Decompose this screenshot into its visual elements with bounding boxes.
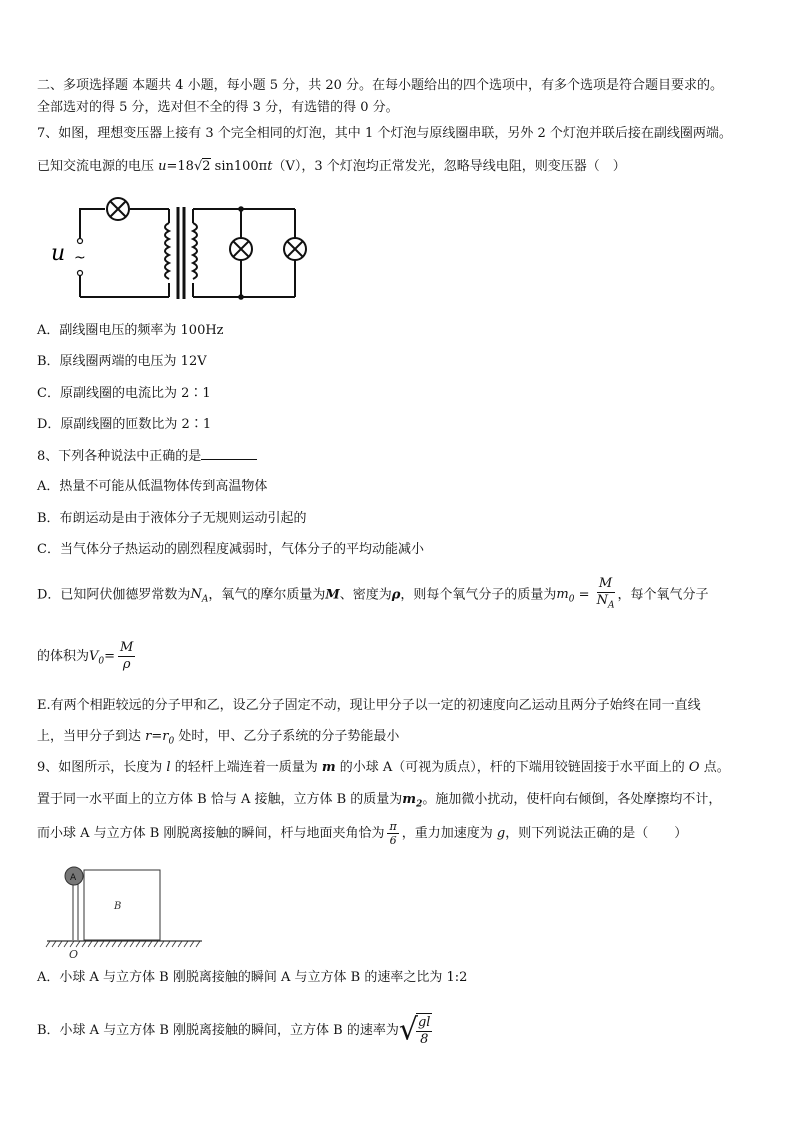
q8-d2-text: 的体积为 — [37, 649, 90, 664]
fraction-denominator: ρ — [122, 657, 131, 672]
q7-u-symbol: u — [158, 159, 167, 174]
den-symbol: N — [596, 593, 609, 608]
q7-option-c: C．原副线圈的电流比为 2∶1 — [37, 386, 211, 401]
q8-e-r: r — [145, 729, 152, 744]
fraction-denominator: 8 — [420, 1032, 429, 1047]
q8-d-text3: 、密度为 — [339, 587, 392, 603]
na-sub: A — [201, 594, 209, 605]
q8-d-rho: ρ — [391, 587, 401, 603]
q7-option-b: B．原线圈两端的电压为 12V — [37, 354, 207, 369]
q9-text7: 而小球 A 与立方体 B 刚脱离接触的瞬间，杆与地面夹角恰为 — [37, 826, 385, 841]
q8-stem-text: 8、下列各种说法中正确的是 — [37, 449, 202, 464]
q8-d2-volume-fraction — [118, 640, 135, 673]
q9-angle-fraction — [387, 820, 398, 847]
q8-d2-v0 — [89, 649, 105, 667]
v0-sub: 0 — [98, 656, 105, 667]
q8-option-d-line1 — [37, 576, 709, 614]
den-sub: A — [608, 600, 615, 611]
m0-sub: 0 — [568, 594, 575, 605]
q7-option-a: A．副线圈电压的频率为 100Hz — [37, 323, 224, 338]
q9-rod-cube-diagram — [42, 862, 212, 962]
q9-m2 — [402, 792, 423, 810]
q8-d-mass-fraction — [597, 576, 615, 614]
q7-t-symbol: t — [267, 159, 273, 174]
q9-fig-cube-label: B — [114, 901, 122, 912]
q7-stem-line2 — [37, 158, 626, 176]
fraction-numerator: π — [389, 820, 397, 833]
q8-stem — [37, 447, 257, 466]
q7-stem-line1: 7、如图，理想变压器上接有 3 个完全相同的灯泡，其中 1 个灯泡与原线圈串联，另外 2 个灯泡并联后接在副线圈两端。 — [37, 126, 732, 141]
q7-fig-ac-symbol: ~ — [74, 250, 86, 266]
q9-text2: 的轻杆上端连着一质量为 — [170, 760, 322, 775]
q9-text9: ，则下列说法正确的是（ ） — [505, 826, 688, 841]
r0-symbol: r — [162, 729, 169, 744]
q9-text3: 的小球 A（可视为质点），杆的下端用铰链固接于水平面上的 — [335, 760, 689, 775]
q8-option-e-line1: E.有两个相距较远的分子甲和乙，设乙分子固定不动，现让甲分子以一定的初速度向乙运动且两分子始终在同一直线 — [37, 698, 701, 713]
q8-e-text2: 处时，甲、乙分子系统的分子势能最小 — [174, 729, 400, 744]
q9-fig-ball-label: A — [70, 873, 77, 883]
v0-symbol: V — [89, 649, 99, 664]
m2-sub: 2 — [416, 799, 423, 810]
q7-text-tail: （V），3 个灯泡均正常发光，忽略导线电阻，则变压器（ ） — [272, 159, 626, 174]
q9-text: 9、如图所示，长度为 — [37, 760, 167, 775]
q8-option-d-line2 — [37, 640, 138, 673]
q8-d-text4: ，则每个氧气分子的质量为 — [400, 587, 557, 603]
q9-text5: 置于同一水平面上的立方体 B 恰与 A 接触，立方体 B 的质量为 — [37, 792, 403, 807]
q8-d-na — [190, 587, 209, 605]
q9-stem-line1 — [37, 759, 730, 777]
q7-option-d: D．原副线圈的匝数比为 2∶1 — [37, 417, 212, 432]
q9-stem-line3 — [37, 820, 687, 847]
q8-d-text5: ，每个氧气分子 — [617, 587, 709, 603]
q7-transformer-diagram — [45, 195, 325, 305]
q7-sqrt-value: 2 — [202, 159, 211, 174]
q9-option-a: A．小球 A 与立方体 B 刚脱离接触的瞬间 A 与立方体 B 的速率之比为 1:2 — [37, 970, 468, 985]
q8-d-text2: ，氧气的摩尔质量为 — [208, 587, 326, 603]
q9-m-symbol: m — [321, 760, 336, 775]
q8-e-text: 上，当甲分子到达 — [37, 729, 146, 744]
sqrt-symbol: √2 — [193, 159, 211, 174]
q7-fig-u-label: u — [51, 241, 66, 266]
q8-d-text: D．已知阿伏伽德罗常数为 — [37, 587, 191, 603]
q8-e-eq: = — [151, 729, 163, 744]
sqrt-symbol: √ — [398, 1012, 418, 1048]
q9-l-symbol: l — [166, 760, 171, 775]
q9-b-sqrt-expression — [399, 1013, 436, 1048]
q9-b-text: B．小球 A 与立方体 B 刚脱离接触的瞬间，立方体 B 的速率为 — [37, 1023, 399, 1038]
q9-fig-pivot-label: O — [69, 948, 79, 961]
m0-symbol: m — [556, 587, 569, 603]
q9-g-symbol: g — [496, 826, 506, 841]
q9-option-b — [37, 1013, 435, 1048]
q8-d-eq: = — [574, 587, 594, 603]
m2-symbol: m — [402, 792, 417, 807]
fraction-numerator: gl — [417, 1015, 431, 1030]
na-symbol: N — [190, 587, 202, 603]
q8-d2-eq: = — [104, 649, 116, 664]
q7-text: 已知交流电源的电压 — [37, 159, 159, 174]
fraction-numerator: M — [597, 576, 615, 593]
q9-text8: ，重力加速度为 — [401, 826, 497, 841]
fraction-denominator — [597, 593, 615, 614]
r0-sub: 0 — [168, 736, 175, 747]
fraction-denominator: 6 — [389, 834, 397, 847]
q8-option-e-line2 — [37, 728, 399, 751]
section-heading-line2: 全部选对的得 5 分，选对但不全的得 3 分，有选错的得 0 分。 — [37, 100, 399, 115]
q8-option-a: A．热量不可能从低温物体传到高温物体 — [37, 479, 268, 494]
q9-text6: 。施加微小扰动，使杆向右倾倒，各处摩擦均不计， — [422, 792, 722, 807]
q7-eq: =18 — [166, 159, 194, 174]
q8-d-m: M — [325, 587, 340, 603]
q9-text4: 点。 — [699, 760, 730, 775]
q9-stem-line2 — [37, 791, 721, 814]
q8-option-b: B．布朗运动是由于液体分子无规则运动引起的 — [37, 511, 307, 526]
q8-e-r0 — [162, 729, 175, 747]
section-heading-line1: 二、多项选择题 本题共 4 小题，每小题 5 分，共 20 分。在每小题给出的四个选项中，有多个选项是符合题目要求的。 — [37, 78, 724, 93]
q9-o-symbol: O — [688, 760, 700, 775]
q7-sin: sin100π — [210, 159, 268, 174]
q8-d-m0 — [556, 587, 575, 605]
q9-b-fraction — [416, 1013, 432, 1048]
fraction-numerator: M — [120, 640, 134, 655]
answer-blank — [201, 447, 257, 460]
q8-option-c: C．当气体分子热运动的剧烈程度减弱时，气体分子的平均动能减小 — [37, 542, 424, 557]
